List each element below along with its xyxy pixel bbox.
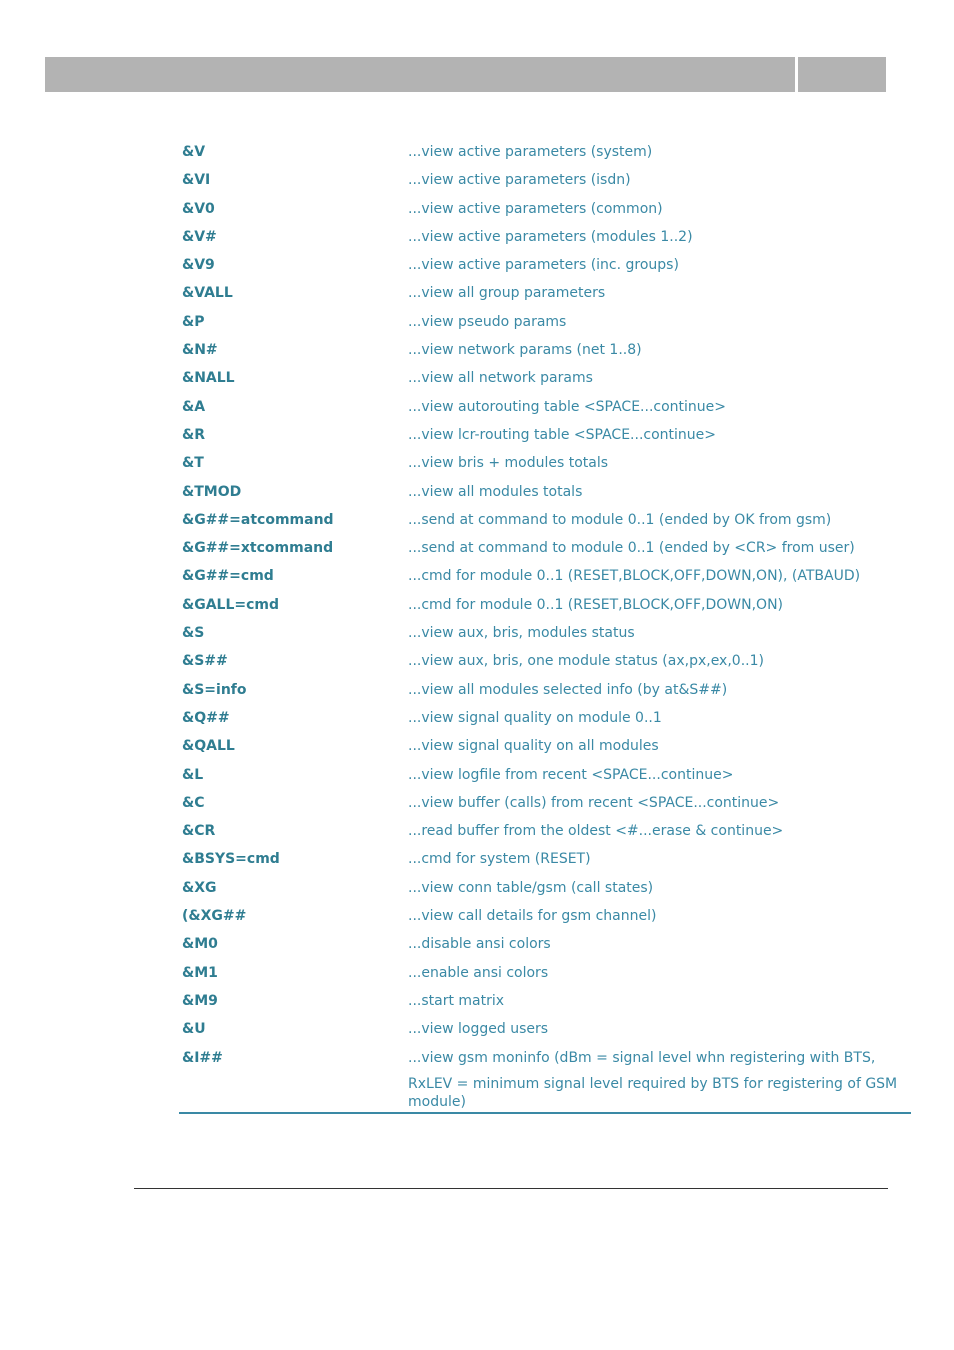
table-row (180, 676, 911, 704)
command-description: ...view call details for gsm channel) (408, 908, 657, 925)
command-code: &G##=cmd (182, 568, 274, 585)
command-description: ...view gsm moninfo (dBm = signal level whn registering with BTS, (408, 1049, 876, 1066)
command-code: &CR (182, 823, 216, 840)
command-description: ...disable ansi colors (408, 936, 551, 953)
table-row (180, 364, 911, 392)
table-row (180, 1044, 911, 1072)
command-description: ...view active parameters (isdn) (408, 172, 631, 189)
command-code: &TMOD (182, 483, 242, 500)
footer-rule (134, 1188, 888, 1189)
command-code: &G##=xtcommand (182, 540, 334, 557)
command-code: &BSYS=cmd (182, 851, 280, 868)
command-code: &V (182, 144, 206, 160)
command-code: &S=info (182, 681, 247, 698)
command-code: &Q## (182, 709, 230, 726)
command-description: ...view signal quality on all modules (408, 738, 659, 755)
command-code: &VI (182, 172, 211, 189)
command-description: ...start matrix (408, 992, 505, 1009)
command-code: &A (182, 398, 206, 415)
command-description: ...view pseudo params (408, 313, 567, 330)
table-row (180, 732, 911, 760)
command-code: &NALL (182, 370, 235, 387)
command-code: &M0 (182, 936, 218, 953)
table-row (180, 930, 911, 958)
command-code: &N# (182, 342, 218, 359)
command-description: ...view autorouting table <SPACE...continue> (408, 398, 727, 415)
table-row (180, 562, 911, 590)
command-description: ...view aux, bris, modules status (408, 625, 635, 642)
table-row (180, 817, 911, 845)
table-row (180, 195, 911, 223)
table-row (180, 506, 911, 534)
table-row (180, 619, 911, 647)
command-description: ...view buffer (calls) from recent <SPACE...continue> (408, 794, 780, 811)
command-description-continuation: RxLEV = minimum signal level required by BTS for registering of GSM module) (408, 1075, 898, 1110)
table-bottom-rule (179, 1112, 911, 1114)
table-row (180, 902, 911, 930)
command-description: ...view all modules totals (408, 483, 583, 500)
command-description: ...view active parameters (modules 1..2) (408, 228, 693, 245)
table-row (180, 393, 911, 421)
command-code: &V9 (182, 257, 215, 274)
command-description: ...cmd for system (RESET) (408, 851, 591, 868)
command-code: &XG (182, 879, 217, 896)
command-code: &V# (182, 228, 217, 245)
header-page-tab (798, 57, 886, 92)
command-description: ...view conn table/gsm (call states) (408, 879, 654, 896)
command-code: &V0 (182, 200, 215, 217)
command-description: ...view all network params (408, 370, 593, 387)
command-code: &QALL (182, 738, 235, 755)
table-row (180, 987, 911, 1015)
command-description: ...view network params (net 1..8) (408, 342, 642, 359)
command-code: &P (182, 313, 205, 330)
command-description: ...cmd for module 0..1 (RESET,BLOCK,OFF,DOWN,ON), (ATBAUD) (408, 568, 861, 585)
table-row (180, 534, 911, 562)
table-row (180, 959, 911, 987)
command-code: &VALL (182, 285, 233, 302)
table-row (180, 704, 911, 732)
table-row (180, 279, 911, 307)
command-code: &GALL=cmd (182, 596, 280, 613)
table-row (180, 647, 911, 675)
command-description: ...cmd for module 0..1 (RESET,BLOCK,OFF,DOWN,ON) (408, 596, 783, 613)
command-code: &L (182, 766, 204, 783)
command-description: ...view aux, bris, one module status (ax,px,ex,0..1) (408, 653, 764, 670)
table-row (180, 449, 911, 477)
command-description: ...view bris + modules totals (408, 455, 609, 472)
command-description: ...view active parameters (common) (408, 200, 663, 217)
command-table (180, 138, 911, 1122)
command-description: ...view logfile from recent <SPACE...continue> (408, 766, 734, 783)
table-row (180, 138, 911, 166)
command-description: ...view active parameters (system) (408, 144, 653, 160)
command-description: ...view signal quality on module 0..1 (408, 709, 662, 726)
table-row (180, 591, 911, 619)
table-row (180, 478, 911, 506)
command-description: ...view lcr-routing table <SPACE...continue> (408, 426, 716, 443)
table-row (180, 761, 911, 789)
table-row (180, 789, 911, 817)
command-code: &T (182, 455, 204, 472)
command-description: ...send at command to module 0..1 (ended by <CR> from user) (408, 540, 855, 557)
command-description: ...read buffer from the oldest <#...erase & continue> (408, 823, 784, 840)
command-code: &U (182, 1021, 206, 1038)
table-row (180, 874, 911, 902)
table-row (180, 251, 911, 279)
table-row (180, 223, 911, 251)
command-code: &R (182, 426, 205, 443)
table-row (180, 166, 911, 194)
header-bar (45, 57, 795, 92)
command-code: &M9 (182, 992, 218, 1009)
command-code: &G##=atcommand (182, 511, 334, 528)
table-row (180, 308, 911, 336)
command-description: ...view active parameters (inc. groups) (408, 257, 679, 274)
command-code: &I## (182, 1049, 223, 1066)
command-code: &S## (182, 653, 228, 670)
command-description: ...enable ansi colors (408, 964, 549, 981)
command-code: (&XG## (182, 908, 247, 925)
command-code: &S (182, 625, 205, 642)
table-row (180, 421, 911, 449)
table-row (180, 1015, 911, 1043)
command-code: &M1 (182, 964, 218, 981)
command-description: ...view logged users (408, 1021, 549, 1038)
table-row-continuation (180, 1072, 911, 1122)
table-row (180, 845, 911, 873)
command-description: ...view all modules selected info (by at&S##) (408, 681, 728, 698)
table-row (180, 336, 911, 364)
command-description: ...send at command to module 0..1 (ended by OK from gsm) (408, 511, 832, 528)
command-description: ...view all group parameters (408, 285, 606, 302)
command-code: &C (182, 794, 205, 811)
